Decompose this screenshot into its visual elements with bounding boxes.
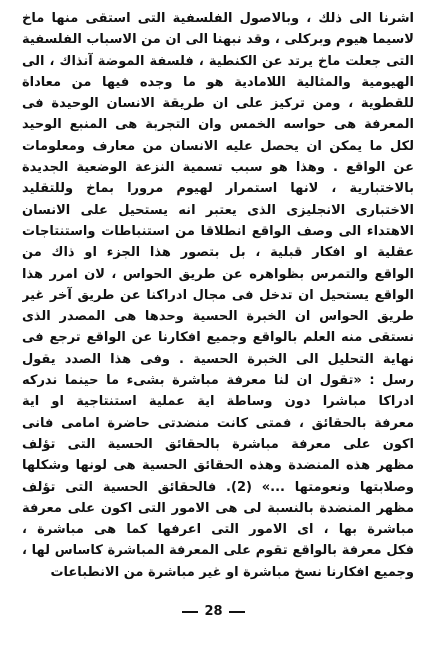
- text-line: الهيومية والمثالية اللامادية هو ما وجده فيها من معاداة: [22, 74, 414, 90]
- text-line: عقلية او افكار قبلية ، بل بتصور هذا الجزء او ذاك من: [22, 245, 414, 261]
- text-line: الاهتداء الى وصف الواقع انطلاقا من استنباطات واستنتاجات: [22, 223, 414, 239]
- text-line: لاسيما هيوم وبركلى ، وقد نبهنا الى ان من الاسباب الفلسفية: [22, 32, 414, 48]
- body-text: [22, 8, 414, 583]
- text-line: وجميع افكارنا نسخ مباشرة او غير مباشرة من الانطباعات: [50, 564, 414, 580]
- text-line: المعرفة هى حواسه الخمس وان التجربة هى المنبع الوحيد: [22, 117, 414, 133]
- text-line: مباشرة بها ، اى الامور التى اعرفها كما هى مباشرة ،: [22, 522, 414, 538]
- text-line: عن الواقع . وهذا هو سبب تسمية النزعة الوضعية الجديدة: [22, 160, 414, 176]
- text-line: ادراكا مباشرا دون وساطة اية عملية استنتاجية او اية: [22, 394, 414, 410]
- text-line: مظهر المنضدة بالنسبة لى هى الامور التى اكون على معرفة: [22, 500, 414, 516]
- text-line: فكل معرفة بالواقع تقوم على المعرفة المباشرة كاساس لها ،: [22, 543, 414, 559]
- text-line: مظهر هذه المنضدة وهذه الحقائق الحسية هى لونها وشكلها: [22, 458, 414, 474]
- text-line: الواقع يستحيل ان تدخل فى مجال ادراكنا عن طريق آخر غير: [22, 287, 414, 303]
- text-line: طريق الحواس ان الخبرة الحسية وحدها هى المصدر الذى: [22, 309, 414, 325]
- text-line: لكل ما يمكن ان يحصل عليه الانسان من معارف ومعلومات: [22, 138, 414, 154]
- text-line: اكون على معرفة مباشرة بالحقائق الحسية التى تؤلف: [22, 436, 414, 452]
- dash-divider: [229, 611, 245, 613]
- dash-divider: [182, 611, 198, 613]
- text-line: وصلابتها ونعومتها ...» (2). فالحقائق الحسية التى تؤلف: [22, 479, 414, 495]
- text-line: معرفة بالحقائق ، فمتى كانت منضدتى حاضرة امامى فانى: [22, 415, 414, 431]
- page-footer: [0, 604, 427, 619]
- text-line: الاختبارى الانجليزى الذى يعتبر انه يستحيل على الانسان: [22, 202, 414, 218]
- text-line: للقطوية ، ومن تركيز على ان طريقة الانسان الوحيدة فى: [22, 96, 414, 112]
- page-number: 28: [204, 604, 223, 619]
- text-line: الواقع والتمرس بظواهره عن طريق الحواس ، لان امرر هذا: [22, 266, 414, 282]
- text-line: رسل : «تقول ان لنا معرفة مباشرة بشىء ما حينما ندركه: [22, 373, 414, 389]
- text-line: نهاية التحليل الى الخبرة الحسية . وفى هذا الصدد يقول: [22, 351, 414, 367]
- text-line: التى جعلت ماخ يرتد عن الكنطية ، فلسفة الموضة آنذاك ، الى: [22, 53, 414, 69]
- text-line: اشرنا الى ذلك ، وبالاصول الفلسفية التى استقى منها ماخ: [22, 11, 414, 26]
- text-line: نستقى منه العلم بالواقع وجميع افكارنا عن الواقع ترجع فى: [22, 330, 414, 346]
- text-line: بالاختبارية ، لانها استمرار لهيوم مرورا بماخ وللتقليد: [22, 181, 414, 197]
